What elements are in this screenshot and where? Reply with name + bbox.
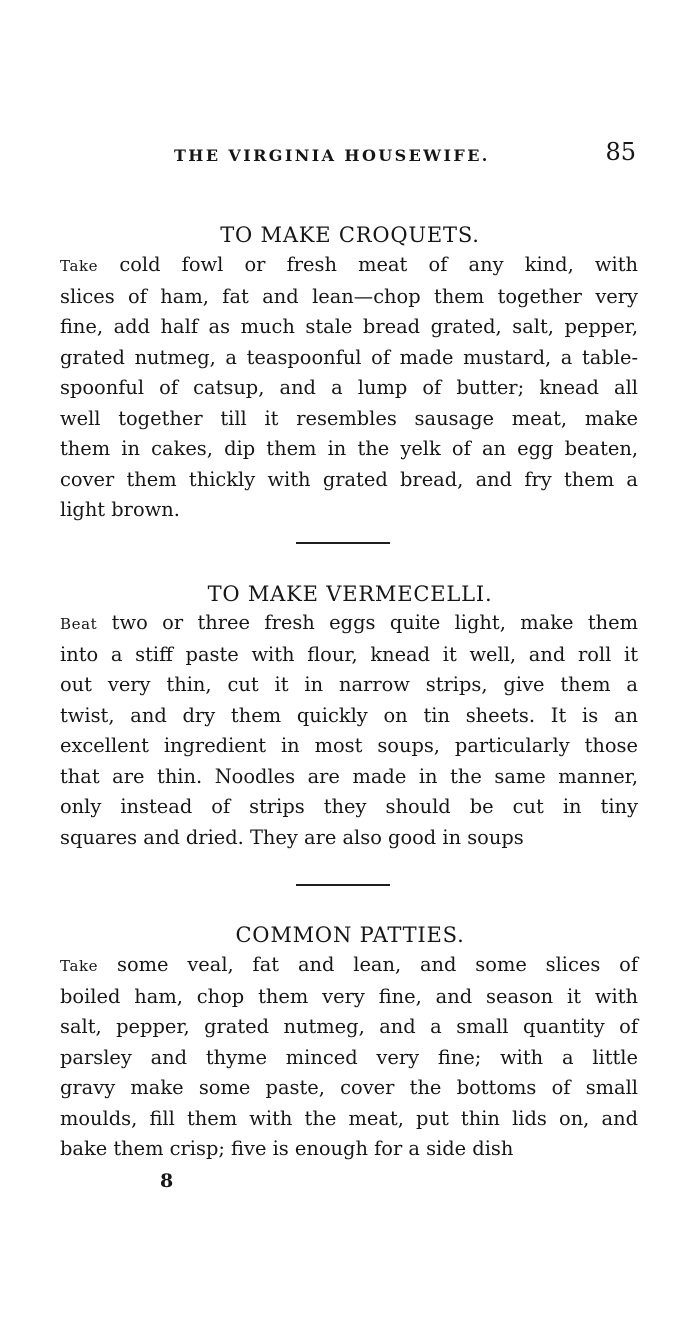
recipe-body-patties: [60, 950, 638, 1165]
text-line: grated nutmeg, a teaspoonful of made mustard, a table-: [60, 345, 638, 369]
recipe-title-vermecelli: TO MAKE VERMECELLI.: [207, 582, 493, 606]
text-line: excellent ingredient in most soups, particularly those: [60, 734, 638, 757]
text-line: spoonful of catsup, and a lump of butter; knead all: [60, 376, 638, 399]
text-line: twist, and dry them quickly on tin sheets. It is an: [60, 703, 638, 727]
text-line: parsley and thyme minced very fine; with a little: [60, 1045, 638, 1069]
text-line: moulds, fill them with the meat, put thin lids on, and: [60, 1106, 638, 1130]
lead-word: Take: [60, 957, 99, 975]
page-number: 85: [605, 138, 636, 166]
text-line: light brown.: [60, 498, 180, 521]
text-line: boiled ham, chop them very fine, and season it with: [60, 984, 638, 1008]
recipe-title-croquets: TO MAKE CROQUETS.: [220, 223, 480, 247]
recipe-body-croquets: [60, 250, 638, 526]
lead-word: Take: [60, 257, 99, 275]
text-line: salt, pepper, grated nutmeg, and a small quantity of: [60, 1015, 638, 1038]
text-line: bake them crisp; five is enough for a side dish: [60, 1137, 514, 1160]
text-line: only instead of strips they should be cut in tiny: [60, 795, 638, 818]
text-line: Beat two or three fresh eggs quite light, make them: [60, 611, 638, 634]
recipe-body-vermecelli: [60, 608, 638, 853]
section-rule: [296, 884, 390, 886]
running-title: THE VIRGINIA HOUSEWIFE.: [174, 146, 490, 165]
recipe-title-patties: COMMON PATTIES.: [235, 923, 465, 947]
text-line: cover them thickly with grated bread, and fry them a: [60, 467, 638, 491]
text-line: into a stiff paste with flour, knead it well, and roll it: [60, 642, 638, 666]
text-line: them in cakes, dip them in the yelk of an egg beaten,: [60, 437, 638, 460]
text-line: gravy make some paste, cover the bottoms of small: [60, 1076, 638, 1099]
running-head: [60, 138, 640, 172]
text-line: out very thin, cut it in narrow strips, give them a: [60, 673, 638, 696]
text-line: well together till it resembles sausage meat, make: [60, 406, 638, 430]
text-line: Take some veal, fat and lean, and some slices of: [60, 953, 638, 976]
text-line: slices of ham, fat and lean—chop them together very: [60, 284, 638, 308]
text-line: squares and dried. They are also good in soups: [60, 825, 524, 849]
signature-mark: 8: [160, 1170, 174, 1192]
text-line: Take cold fowl or fresh meat of any kind, with: [60, 253, 638, 276]
section-rule: [296, 542, 390, 544]
text-line: fine, add half as much stale bread grated, salt, pepper,: [60, 315, 638, 338]
text-line: that are thin. Noodles are made in the same manner,: [60, 764, 638, 788]
lead-word: Beat: [60, 615, 98, 633]
